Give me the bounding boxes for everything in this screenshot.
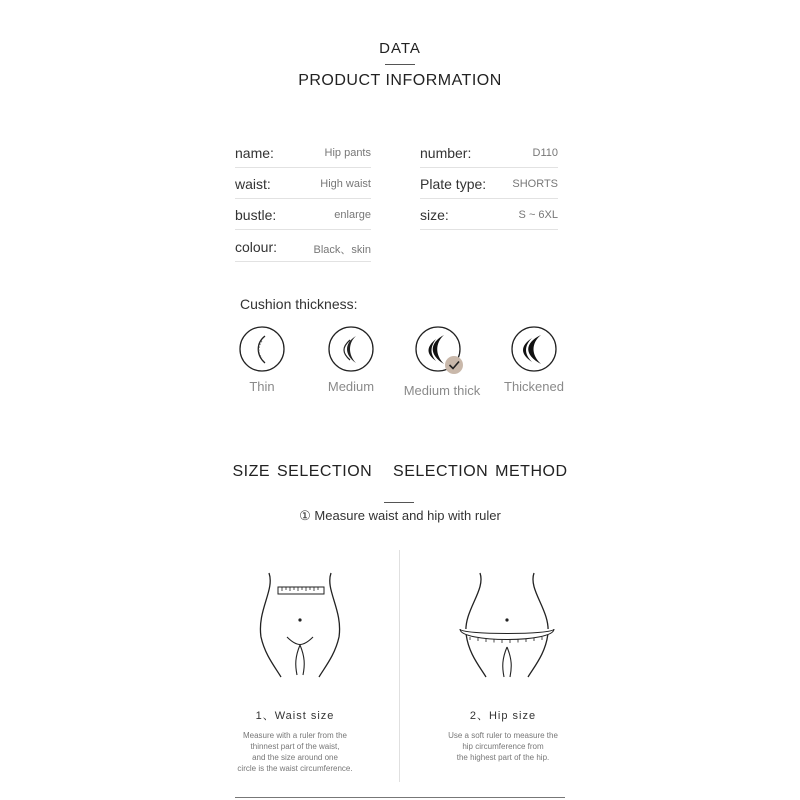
waist-desc-line: Measure with a ruler from the [242,731,348,740]
waist-desc-line: thinnest part of the waist, [250,742,340,751]
waist-figure-icon [245,565,355,680]
spec-row-bustle [235,205,371,230]
cushion-label: Thickened [504,379,564,394]
spec-value: Black、skin [313,244,371,256]
cushion-label: Medium thick [403,383,481,398]
bottom-divider [235,797,565,798]
spec-row-plate-type [420,174,558,199]
spec-row-waist [235,174,371,199]
spec-value: S ~ 6XL [518,209,558,221]
cushion-medium-thick-icon [414,325,470,377]
spec-row-number [420,143,558,168]
hip-size-description [403,730,603,763]
spec-label: name: [235,145,274,161]
cushion-thin-icon [238,325,286,373]
cushion-thickened-icon [510,325,558,373]
spec-label: bustle: [235,207,277,223]
size-title-underline [384,502,414,503]
waist-desc-line: and the size around one [252,753,338,762]
section-title-data: DATA [379,40,421,57]
spec-row-size [420,205,558,230]
section-subtitle-product-information: PRODUCT INFORMATION [298,72,502,89]
hip-desc-line: the highest part of the hip. [456,753,550,762]
spec-label: colour: [235,239,278,255]
spec-row-colour [235,237,371,262]
hip-desc-line: Use a soft ruler to measure the [448,731,558,740]
measure-method-text: ① Measure waist and hip with ruler [299,508,501,523]
spec-row-name [235,143,371,168]
spec-value: enlarge [334,209,371,221]
waist-size-caption: 1、Waist size [255,710,335,722]
waist-desc-line: circle is the waist circumference. [237,764,353,773]
size-selection-title: SIZE SELECTION SELECTION METHOD [232,463,568,480]
spec-value: Hip pants [324,147,371,159]
hip-desc-line: hip circumference from [462,742,544,751]
spec-label: Plate type: [420,176,487,192]
cushion-thickness-title: Cushion thickness: [240,296,358,312]
cushion-label: Medium [327,379,375,394]
spec-label: size: [420,207,449,223]
cushion-label: Thin [249,379,275,394]
figure-divider [399,550,400,782]
spec-label: waist: [235,176,271,192]
spec-label: number: [420,145,472,161]
hip-figure-icon [452,565,562,680]
cushion-option-thickened [479,325,589,394]
cushion-medium-icon [327,325,375,373]
hip-size-caption: 2、Hip size [469,710,537,722]
title-underline [385,64,415,65]
spec-value: SHORTS [512,178,558,190]
spec-value: D110 [532,147,558,159]
waist-size-description [195,730,395,774]
spec-value: High waist [320,178,371,190]
